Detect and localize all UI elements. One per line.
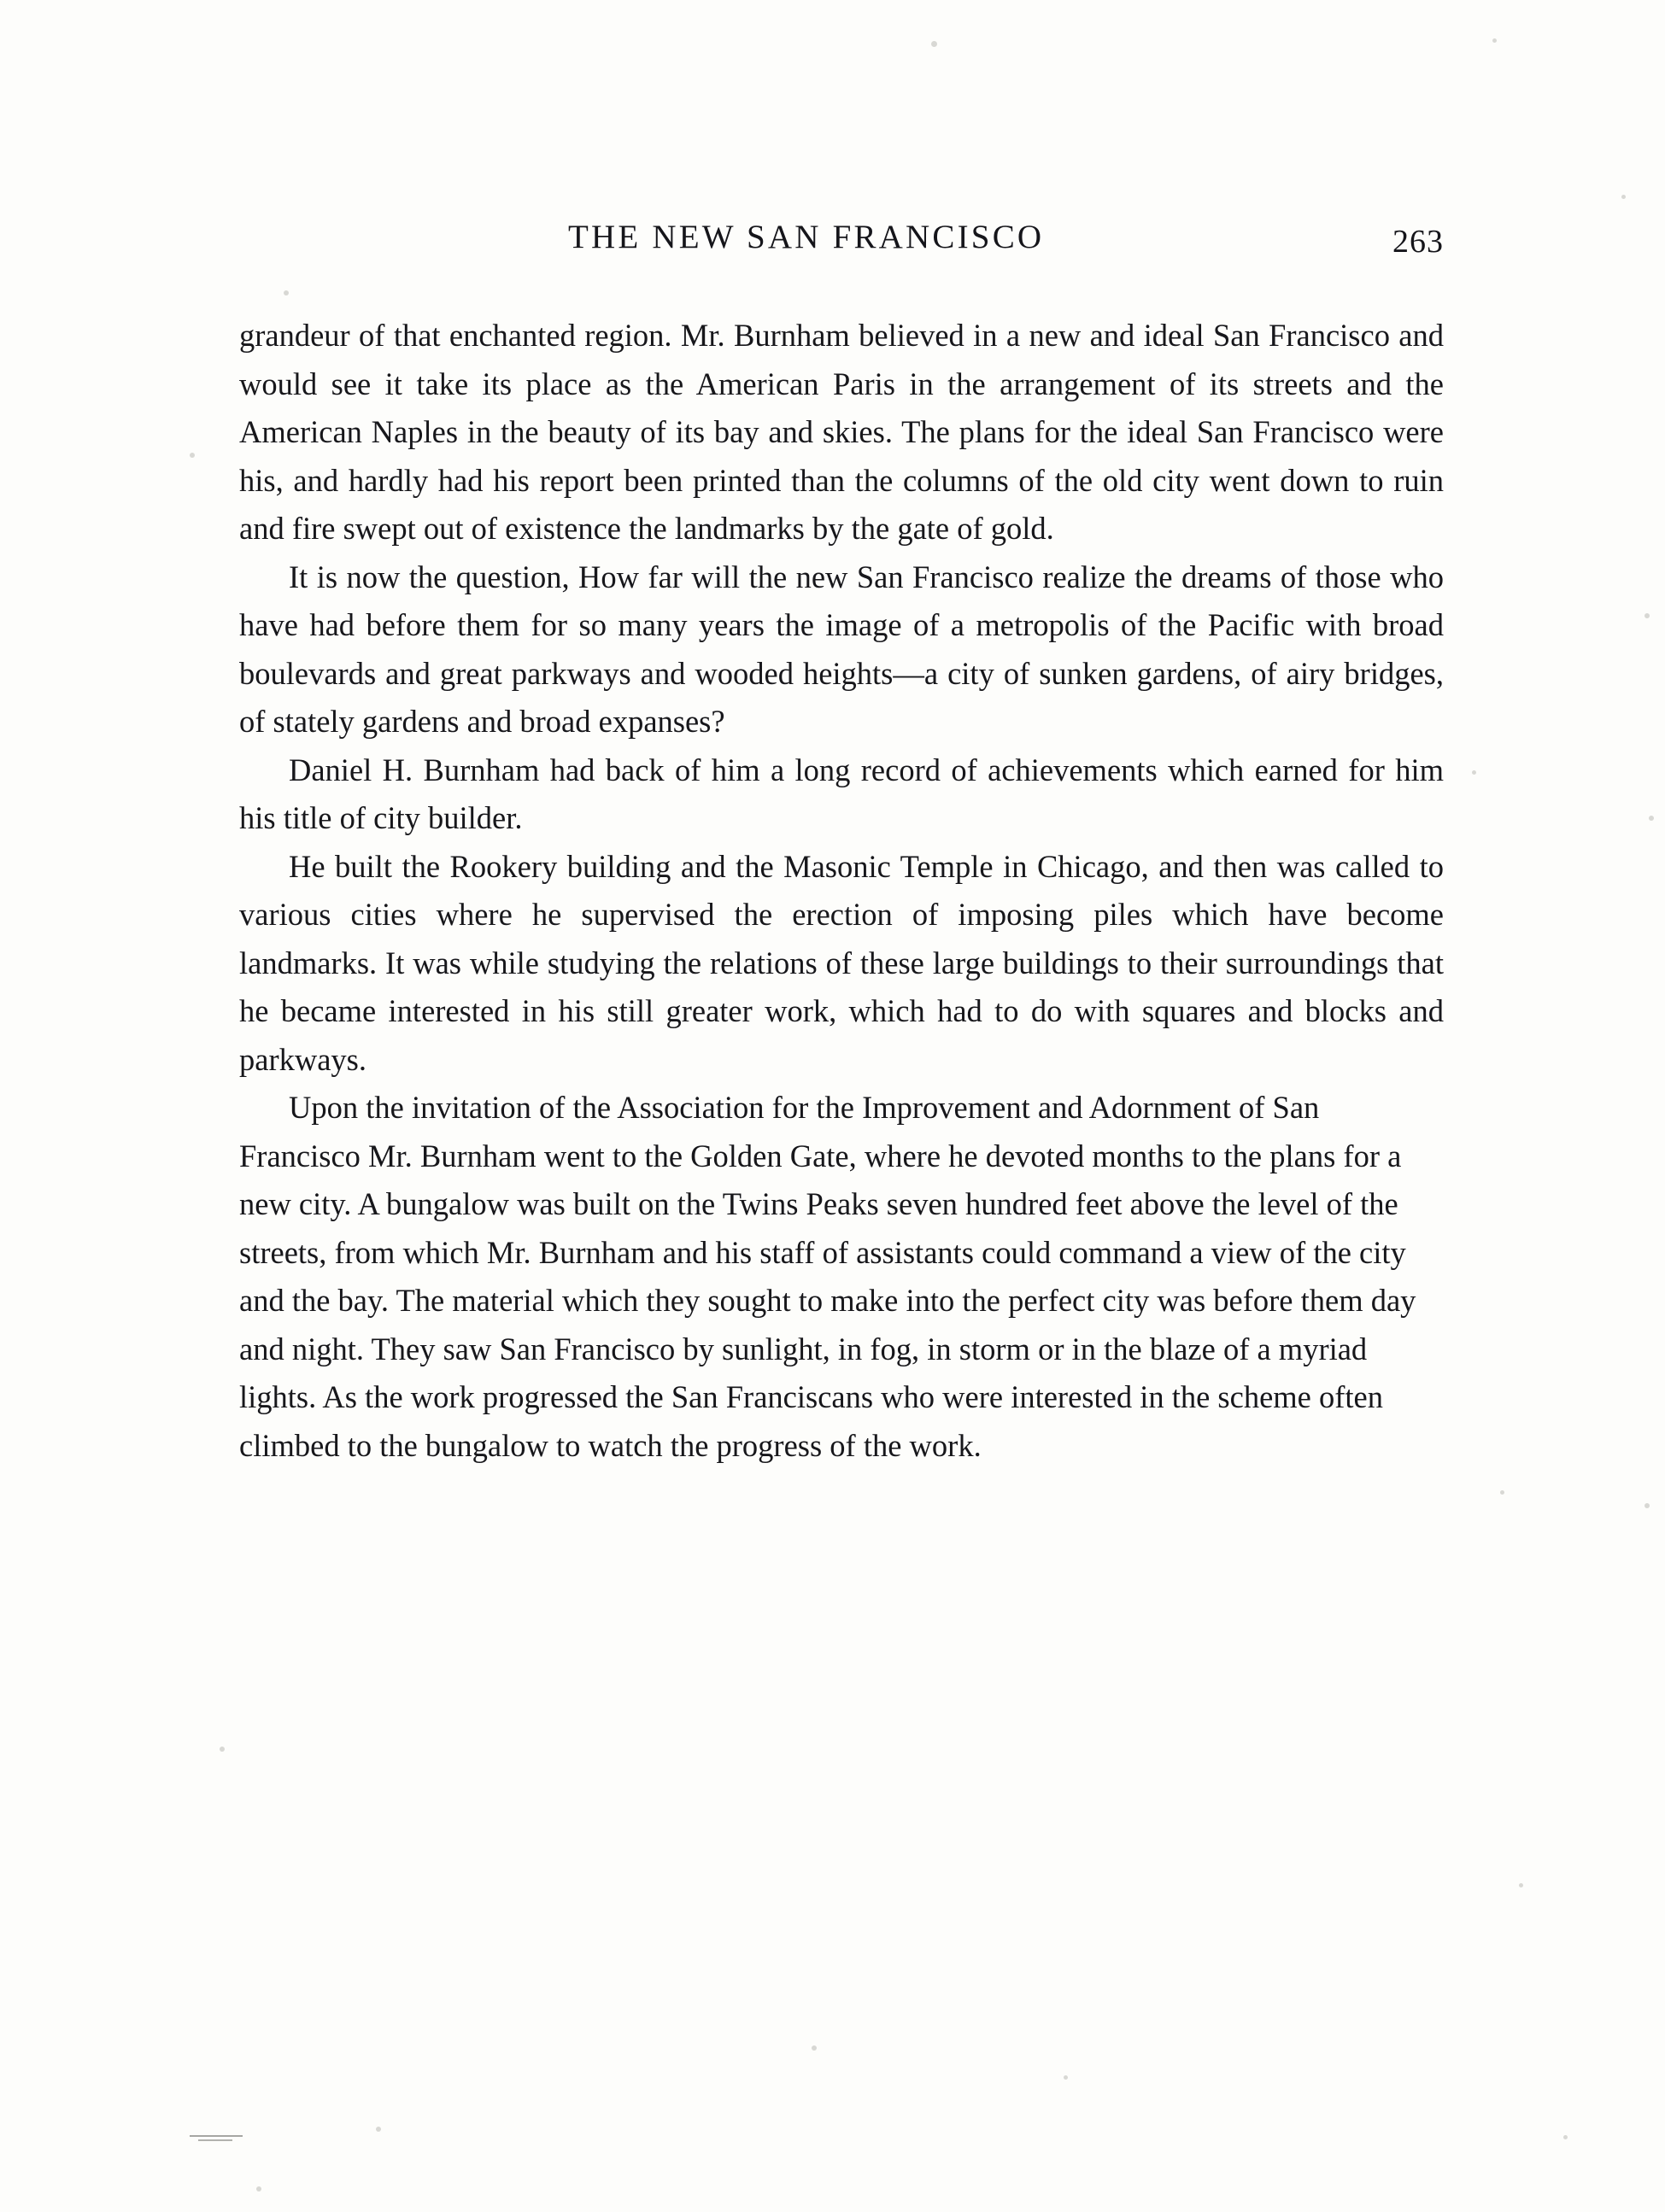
running-head bbox=[239, 218, 1444, 286]
scan-edge-mark bbox=[190, 2135, 243, 2137]
paragraph: Daniel H. Burnham had back of him a long record of achievements which earned for him his title of city builder. bbox=[239, 752, 1444, 835]
running-head-title: THE NEW SAN FRANCISCO bbox=[568, 219, 1045, 255]
scan-speck bbox=[220, 1747, 225, 1752]
scan-speck bbox=[1621, 195, 1626, 199]
scan-speck bbox=[190, 453, 195, 458]
scan-speck bbox=[256, 2186, 261, 2192]
scan-speck bbox=[376, 2127, 381, 2132]
scan-speck bbox=[1649, 816, 1654, 821]
page-number: 263 bbox=[1392, 224, 1444, 260]
scan-speck bbox=[812, 2045, 817, 2051]
page-content bbox=[239, 218, 1444, 1470]
paragraph: He built the Rookery building and the Masonic Temple in Chicago, and then was called to various cities where he supervised the erection of imposing piles which have become landmarks. It was while studying the relations of these large buildings to their surroundings that he became interested in his still greater work, which had to do with squares and blocks and parkways. bbox=[239, 848, 1444, 1077]
scan-speck bbox=[1644, 1503, 1650, 1508]
scan-speck bbox=[1500, 1490, 1504, 1495]
scan-speck bbox=[284, 290, 289, 296]
scan-speck bbox=[931, 41, 937, 47]
paragraph: It is now the question, How far will the new San Francisco realize the dreams of those who have had before them for so many years the image of a metropolis of the Pacific with broad boulevards and great parkways and wooded heights—a city of sunken gardens, of airy bridges, of stately gardens and broad expanses? bbox=[239, 559, 1444, 739]
scan-speck bbox=[1519, 1883, 1523, 1887]
paragraph: Upon the invitation of the Association for the Improvement and Adornment of San Francisco Mr. Burnham went to the Golden Gate, where he devoted months to the plans for a new city. A bungalow was built on the Twins Peaks seven hundred feet above the level of the streets, from which Mr. Burnham and his staff of assistants could command a view of the city and the bay. The material which they sought to make into the perfect city was before them day and night. They saw San Francisco by sunlight, in fog, in storm or in the blaze of a myriad lights. As the work progressed the San Franciscans who were interested in the scheme often climbed to the bungalow to watch the progress of the work. bbox=[239, 1090, 1416, 1463]
body-text bbox=[239, 312, 1444, 1470]
scan-speck bbox=[1472, 770, 1476, 775]
scan-speck bbox=[1644, 613, 1650, 618]
scan-speck bbox=[1064, 2075, 1068, 2080]
paragraph: grandeur of that enchanted region. Mr. Burnham believed in a new and ideal San Francisco and would see it take its place as the American Paris in the arrangement of its streets and the American Naples in the beauty of its bay and skies. The plans for the ideal San Francisco were his, and hardly had his report been printed than the columns of the old city went down to ruin and fire swept out of existence the landmarks by the gate of gold. bbox=[239, 318, 1444, 546]
scan-speck bbox=[1563, 2135, 1568, 2139]
scan-speck bbox=[1492, 38, 1497, 43]
